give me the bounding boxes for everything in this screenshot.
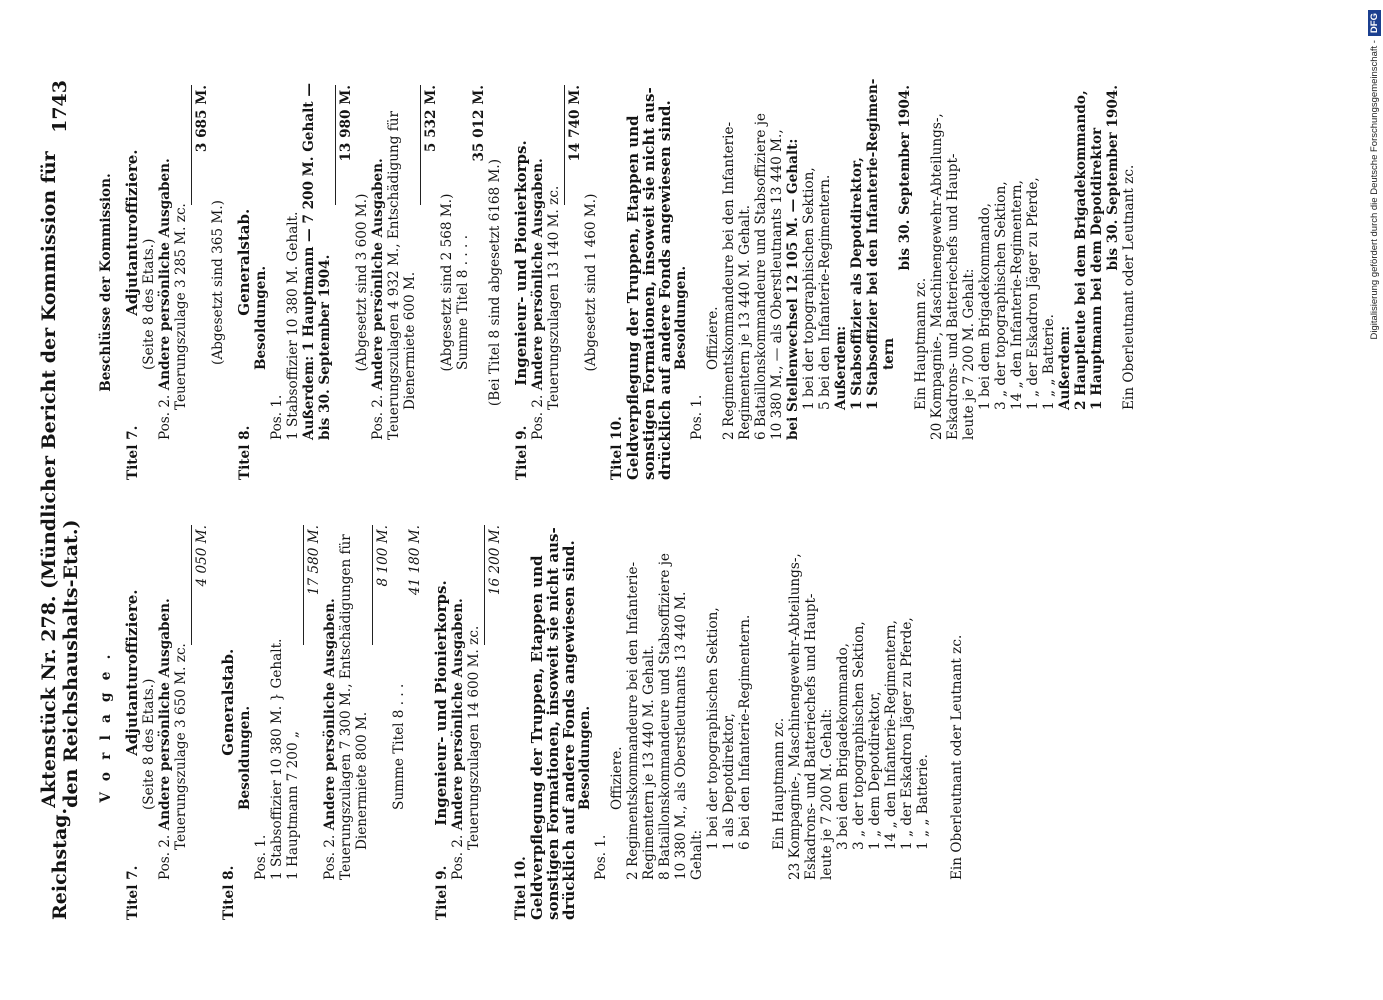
offiziere-label: Offiziere. (609, 746, 625, 810)
titel-heading: sonstigen Formationen, insoweit sie nicht aus- (544, 527, 562, 920)
list-item: Eskadrons- und Batteriechefs und Haupt- (803, 593, 819, 880)
page-number: 1743 (49, 80, 71, 133)
titel-label: Titel 9.Ingenieur- und Pionierkorps. (432, 580, 450, 920)
list-item: 6 bei den Infanterie-Regimentern. (737, 614, 753, 850)
text-line: Teuerungszulagen 4 932 M., Entschädigung für (386, 110, 402, 440)
amount: 3 685 M. (194, 85, 210, 153)
text-line: Teuerungszulagen 14 600 M. zc. (466, 625, 482, 850)
text-line: Außerdem: 1 Hauptmann — 7 200 M. Gehalt — (301, 83, 317, 440)
amount: 8 100 M. (375, 525, 391, 587)
list-item: 23 Kompagnie-, Maschinengewehr-Abteilungs-, (787, 553, 803, 880)
pos-line: Pos. 2. Andere persönliche Ausgaben. (530, 158, 546, 440)
list-item: 14 „ den Infanterie-Regimentern, (1009, 180, 1025, 410)
pos-line: Pos. 2. Andere persönliche Ausgaben. (157, 598, 173, 880)
list-item: leute je 7 200 M. Gehalt: (961, 268, 977, 440)
pos-line: Pos. 1. (253, 834, 269, 880)
titel-label: Titel 9.Ingenieur- und Pionierkorps. (512, 140, 530, 480)
text-line: 1 Stabsoffizier 10 380 M. Gehalt. (285, 211, 301, 440)
list-item: 2 Regimentskommandeure bei den Infanterie- (625, 561, 641, 880)
pos-line: Pos. 2. Andere persönliche Ausgaben. (370, 158, 386, 440)
text-line: bis 30. September 1904. (317, 254, 333, 440)
amount: 17 580 M. (306, 525, 322, 596)
text-line: Teuerungszulagen 13 140 M. zc. (546, 185, 562, 410)
list-item: 1 „ „ Batterie. (1041, 314, 1057, 410)
digitization-credit (1368, 10, 1381, 990)
list-item: 3 „ der topographischen Sektion, (993, 181, 1009, 410)
sum-amount: 41 180 M. (407, 525, 423, 596)
titel-label: Titel 10. (609, 416, 625, 480)
list-item: 1 Stabsoffizier als Depotdirektor, (849, 157, 865, 410)
page-header (40, 80, 80, 920)
list-item: leute je 7 200 M. Gehalt: (819, 708, 835, 880)
list-item: Regimentern je 13 440 M. Gehalt. (737, 204, 753, 440)
list-item: 1 „ dem Depotdirektor, (867, 691, 883, 850)
column-vorlage (98, 525, 1268, 920)
list-item: 1 „ der Eskadron Jäger zu Pferde, (899, 617, 915, 850)
list-item: 1 bei der topographischen Sektion, (801, 167, 817, 410)
list-item: Eskadrons- und Batteriechefs und Haupt- (945, 153, 961, 440)
summe-line: Summe Titel 8 . . . (391, 683, 407, 810)
pos-line: Pos. 2. Andere persönliche Ausgaben. (322, 598, 338, 880)
titel-heading: sonstigen Formationen, insoweit sie nicht aus- (640, 87, 658, 480)
list-item: tern (881, 338, 897, 370)
list-item: Außerdem: (833, 325, 849, 410)
pos-line: Pos. 1. (269, 394, 285, 440)
list-item: 1 „ „ Batterie. (915, 754, 931, 850)
text-line: 1 Stabsoffizier 10 380 M. } Gehalt. (269, 638, 285, 880)
titel-label: Titel 7.Adjutanturoffiziere. (123, 589, 141, 920)
titel-heading: Geldverpflegung der Truppen, Etappen und (528, 555, 546, 920)
list-item: Regimentern je 13 440 M. Gehalt. (641, 644, 657, 880)
etat-ref: (Seite 8 des Etats.) (141, 238, 157, 370)
list-item: 6 Bataillonskommandeure und Stabsoffiziere je (753, 113, 769, 440)
column-beschluesse (98, 78, 1268, 480)
list-item: 3 „ der topographischen Sektion, (851, 621, 867, 850)
pos-line: Pos. 2. Andere persönliche Ausgaben. (450, 598, 466, 880)
list-item: 10 380 M., — als Oberstleutnants 13 440 M., (769, 129, 785, 440)
titel-label: Titel 7.Adjutanturoffiziere. (123, 149, 141, 480)
list-item: Ein Oberleutnant oder Leutnant zc. (949, 634, 965, 880)
list-item: 2 Regimentskommandeure bei den Infanterie- (721, 121, 737, 440)
list-item: 1 als Depotdirektor, (721, 713, 737, 850)
header-left: Reichstag. (49, 807, 71, 920)
text-line: Dienermiete 600 M. (402, 271, 418, 410)
list-item: bei Stellenwechsel 12 105 M. — Gehalt: (785, 138, 801, 440)
column-heading: Vorlage. (98, 642, 114, 803)
abgesetzt-note: (Abgesetzt sind 1 460 M.) (583, 193, 599, 372)
credit-text: Digitalisierung gefördert durch die Deutsche Forschungsgemeinschaft - (1369, 40, 1380, 340)
list-item: Ein Hauptmann zc. (771, 717, 787, 850)
list-item: 1 Stabsoffizier bei den Infanterie-Regimen- (865, 78, 881, 410)
list-item: Gehalt: (689, 829, 705, 880)
list-item: 20 Kompagnie-, Maschinengewehr-Abteilungs-, (929, 113, 945, 440)
list-item: bis 30. September 1904. (1105, 85, 1121, 271)
list-item: Ein Oberleutnant oder Leutnant zc. (1121, 164, 1137, 410)
titel-heading: drücklich auf andere Fonds angewiesen sind. (656, 100, 674, 480)
dfg-logo: DFG (1368, 10, 1381, 36)
titel-heading: drücklich auf andere Fonds angewiesen sind. (560, 540, 578, 920)
besoldungen-label: Besoldungen. (673, 265, 689, 370)
list-item: 5 bei den Infanterie-Regimentern. (817, 174, 833, 410)
etat-ref: (Seite 8 des Etats.) (141, 678, 157, 810)
summe-line: Summe Titel 8 . . . . (455, 234, 471, 370)
list-item: Außerdem: (1057, 325, 1073, 410)
list-item: 14 „ den Infanterie-Regimentern, (883, 620, 899, 850)
besoldungen-label: Besoldungen. (253, 265, 269, 370)
text-line: Teuerungszulage 3 650 M. zc. (173, 643, 189, 850)
besoldungen-label: Besoldungen. (577, 705, 593, 810)
list-item: 1 bei dem Brigadekommando, (977, 203, 993, 410)
titel-label: Titel 8.Generalstab. (219, 648, 237, 920)
sum-amount: 35 012 M. (471, 85, 487, 162)
titel-label: Titel 8.Generalstab. (235, 208, 253, 480)
amount: 16 200 M. (487, 525, 503, 596)
abgesetzt-note: (Abgesetzt sind 365 M.) (210, 200, 226, 365)
offiziere-label: Offiziere. (705, 306, 721, 370)
titel-label: Titel 10. (513, 856, 529, 920)
text-line: 1 Hauptmann 7 200 „ (285, 731, 301, 880)
column-heading: Beschlüsse der Kommission. (98, 173, 114, 392)
list-item: 10 380 M., als Oberstleutnants 13 440 M. (673, 591, 689, 880)
abgesetzt-note: (Abgesetzt sind 3 600 M.) (354, 193, 370, 372)
amount: 4 050 M. (194, 525, 210, 587)
pos-line: Pos. 1. (593, 834, 609, 880)
list-item: Ein Hauptmann zc. (913, 277, 929, 410)
abgesetzt-note: (Bei Titel 8 sind abgesetzt 6168 M.) (487, 158, 503, 407)
text-line: Dienermiete 800 M. (354, 711, 370, 850)
list-item: 1 Hauptmann bei dem Depotdirektor (1089, 127, 1105, 410)
list-item: 2 Hauptleute bei dem Brigadekommando, (1073, 90, 1089, 410)
amount: 5 532 M. (423, 85, 439, 153)
list-item: 1 bei der topographischen Sektion, (705, 607, 721, 850)
list-item: 1 „ der Eskadron Jäger zu Pferde, (1025, 177, 1041, 410)
pos-line: Pos. 1. (689, 394, 705, 440)
list-item: 8 Bataillonskommandeure und Stabsoffiziere je (657, 553, 673, 880)
amount: 14 740 M. (567, 85, 583, 162)
titel-heading: Geldverpflegung der Truppen, Etappen und (624, 115, 642, 480)
pos-line: Pos. 2. Andere persönliche Ausgaben. (157, 158, 173, 440)
text-line: Teuerungszulagen 7 300 M., Entschädigungen für (338, 534, 354, 880)
list-item: bis 30. September 1904. (897, 85, 913, 271)
abgesetzt-note: (Abgesetzt sind 2 568 M.) (439, 193, 455, 372)
besoldungen-label: Besoldungen. (237, 705, 253, 810)
list-item: 3 bei dem Brigadekommando, (835, 643, 851, 850)
header-title: Aktenstück Nr. 278. (Mündlicher Bericht der Kommission für den Reichshaushalts-Etat.) (38, 151, 82, 808)
text-line: Teuerungszulage 3 285 M. zc. (173, 203, 189, 410)
amount: 13 980 M. (338, 85, 354, 162)
